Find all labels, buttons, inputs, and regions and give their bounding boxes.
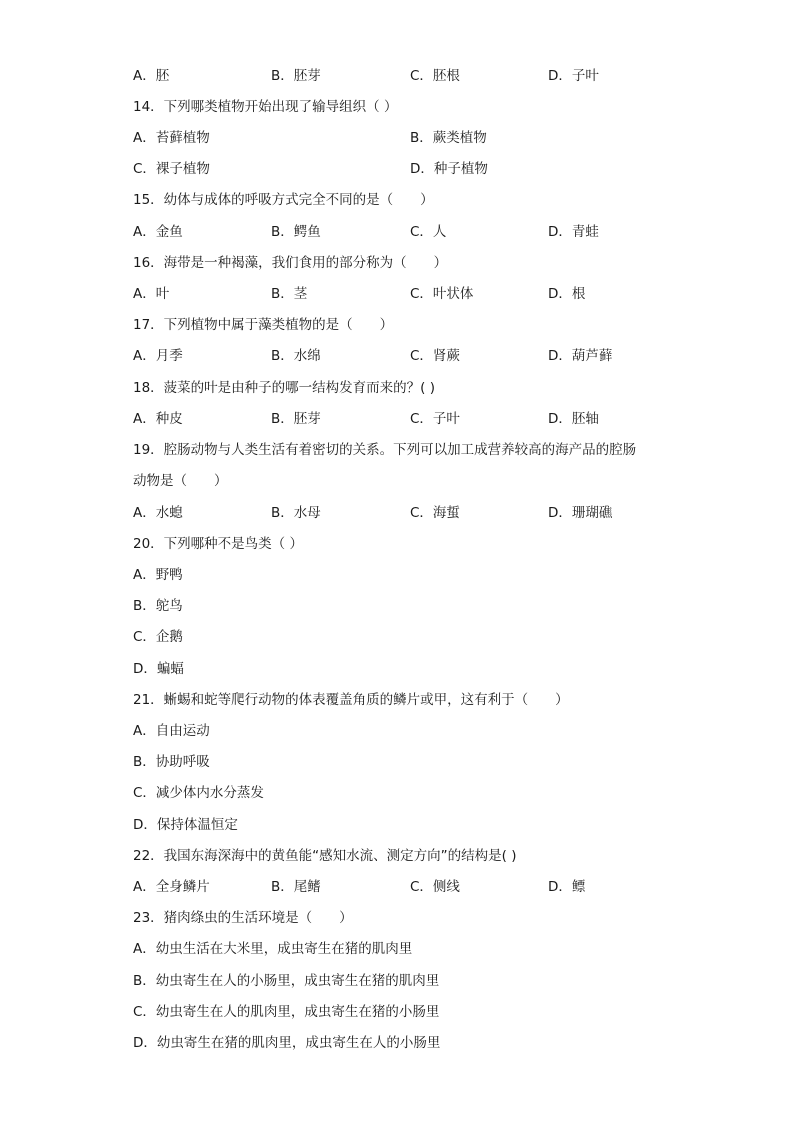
q22-stem-row (0, 845, 794, 867)
q15-stem-row (0, 189, 794, 211)
q15-option-a: A．金鱼 (133, 224, 183, 240)
q15-option-c: C．人 (410, 224, 447, 240)
q22-stem: 22．我国东海深海中的黄鱼能“感知水流、测定方向”的结构是( ) (133, 848, 517, 864)
q20-option-d: D．蝙蝠 (133, 661, 184, 677)
q22-option-a: A．全身鳞片 (133, 879, 210, 895)
q21-option-b: B．协助呼吸 (133, 754, 210, 770)
q14-option-b: B．蕨类植物 (410, 130, 487, 146)
q15-option-d: D．青蛙 (548, 224, 599, 240)
q19-stem-row-1 (0, 439, 794, 461)
q18-option-c: C．子叶 (410, 411, 460, 427)
q21-option-a: A．自由运动 (133, 723, 210, 739)
q17-stem: 17．下列植物中属于藻类植物的是（ ） (133, 317, 394, 333)
q22-options-row (0, 876, 794, 898)
q14-stem-row (0, 96, 794, 118)
q17-options-row (0, 345, 794, 367)
q23-stem: 23．猪肉绦虫的生活环境是（ ） (133, 910, 353, 926)
q16-options-row (0, 283, 794, 305)
q14-options-row-1 (0, 127, 794, 149)
q17-option-b: B．水绵 (271, 348, 321, 364)
q15-options-row (0, 221, 794, 243)
q13-option-a: A．胚 (133, 68, 170, 84)
q19-option-b: B．水母 (271, 505, 321, 521)
q21-stem-row (0, 689, 794, 711)
q20-option-b: B．鸵鸟 (133, 598, 183, 614)
q20-option-a: A．野鸭 (133, 567, 183, 583)
q16-option-c: C．叶状体 (410, 286, 474, 302)
q21-option-b-row (0, 751, 794, 773)
q17-stem-row (0, 314, 794, 336)
q20-option-a-row (0, 564, 794, 586)
q23-option-b-row (0, 970, 794, 992)
q14-options-row-2 (0, 158, 794, 180)
q20-option-b-row (0, 595, 794, 617)
q23-option-c-row (0, 1001, 794, 1023)
q18-option-d: D．胚轴 (548, 411, 599, 427)
q19-option-d: D．珊瑚礁 (548, 505, 613, 521)
q15-stem: 15．幼体与成体的呼吸方式完全不同的是（ ） (133, 192, 434, 208)
q20-option-d-row (0, 658, 794, 680)
q23-option-a-row (0, 938, 794, 960)
q23-stem-row (0, 907, 794, 929)
q16-option-b: B．茎 (271, 286, 308, 302)
q17-option-c: C．肾蕨 (410, 348, 460, 364)
q21-option-c-row (0, 782, 794, 804)
q19-stem-row-2 (0, 470, 794, 492)
q21-option-a-row (0, 720, 794, 742)
q14-option-c: C．裸子植物 (133, 161, 210, 177)
q13-options-row (0, 65, 794, 87)
q21-option-d: D．保持体温恒定 (133, 817, 238, 833)
q23-option-b: B．幼虫寄生在人的小肠里，成虫寄生在猪的肌肉里 (133, 973, 440, 989)
q14-option-d: D．种子植物 (410, 161, 488, 177)
q23-option-c: C．幼虫寄生在人的肌肉里，成虫寄生在猪的小肠里 (133, 1004, 440, 1020)
q20-option-c: C．企鹅 (133, 629, 183, 645)
q16-option-a: A．叶 (133, 286, 170, 302)
q21-option-c: C．减少体内水分蒸发 (133, 785, 264, 801)
q19-options-row (0, 502, 794, 524)
q18-option-a: A．种皮 (133, 411, 183, 427)
q17-option-d: D．葫芦藓 (548, 348, 613, 364)
q14-stem: 14．下列哪类植物开始出现了输导组织（ ） (133, 99, 398, 115)
q18-options-row (0, 408, 794, 430)
q18-stem: 18．菠菜的叶是由种子的哪一结构发育而来的？( ) (133, 380, 436, 396)
q16-option-d: D．根 (548, 286, 586, 302)
q16-stem-row (0, 252, 794, 274)
q23-option-d-row (0, 1032, 794, 1054)
q20-stem: 20．下列哪种不是鸟类（ ） (133, 536, 303, 552)
q21-stem: 21．蜥蜴和蛇等爬行动物的体表覆盖角质的鳞片或甲，这有利于（ ） (133, 692, 569, 708)
q19-option-a: A．水螅 (133, 505, 183, 521)
q23-option-d: D．幼虫寄生在猪的肌肉里，成虫寄生在人的小肠里 (133, 1035, 441, 1051)
q22-option-b: B．尾鳍 (271, 879, 321, 895)
q20-stem-row (0, 533, 794, 555)
q13-option-d: D．子叶 (548, 68, 599, 84)
q22-option-d: D．鳔 (548, 879, 586, 895)
q20-option-c-row (0, 626, 794, 648)
q19-stem-line1: 19．腔肠动物与人类生活有着密切的关系。下列可以加工成营养较高的海产品的腔肠 (133, 442, 637, 458)
q19-option-c: C．海蜇 (410, 505, 460, 521)
q19-stem-line2: 动物是（ ） (133, 473, 228, 489)
q23-option-a: A．幼虫生活在大米里，成虫寄生在猪的肌肉里 (133, 941, 413, 957)
q18-stem-row (0, 377, 794, 399)
q13-option-c: C．胚根 (410, 68, 460, 84)
q17-option-a: A．月季 (133, 348, 183, 364)
q18-option-b: B．胚芽 (271, 411, 321, 427)
q15-option-b: B．鳄鱼 (271, 224, 321, 240)
q22-option-c: C．侧线 (410, 879, 460, 895)
q13-option-b: B．胚芽 (271, 68, 321, 84)
q14-option-a: A．苔藓植物 (133, 130, 210, 146)
q21-option-d-row (0, 814, 794, 836)
q16-stem: 16．海带是一种褐藻，我们食用的部分称为（ ） (133, 255, 448, 271)
